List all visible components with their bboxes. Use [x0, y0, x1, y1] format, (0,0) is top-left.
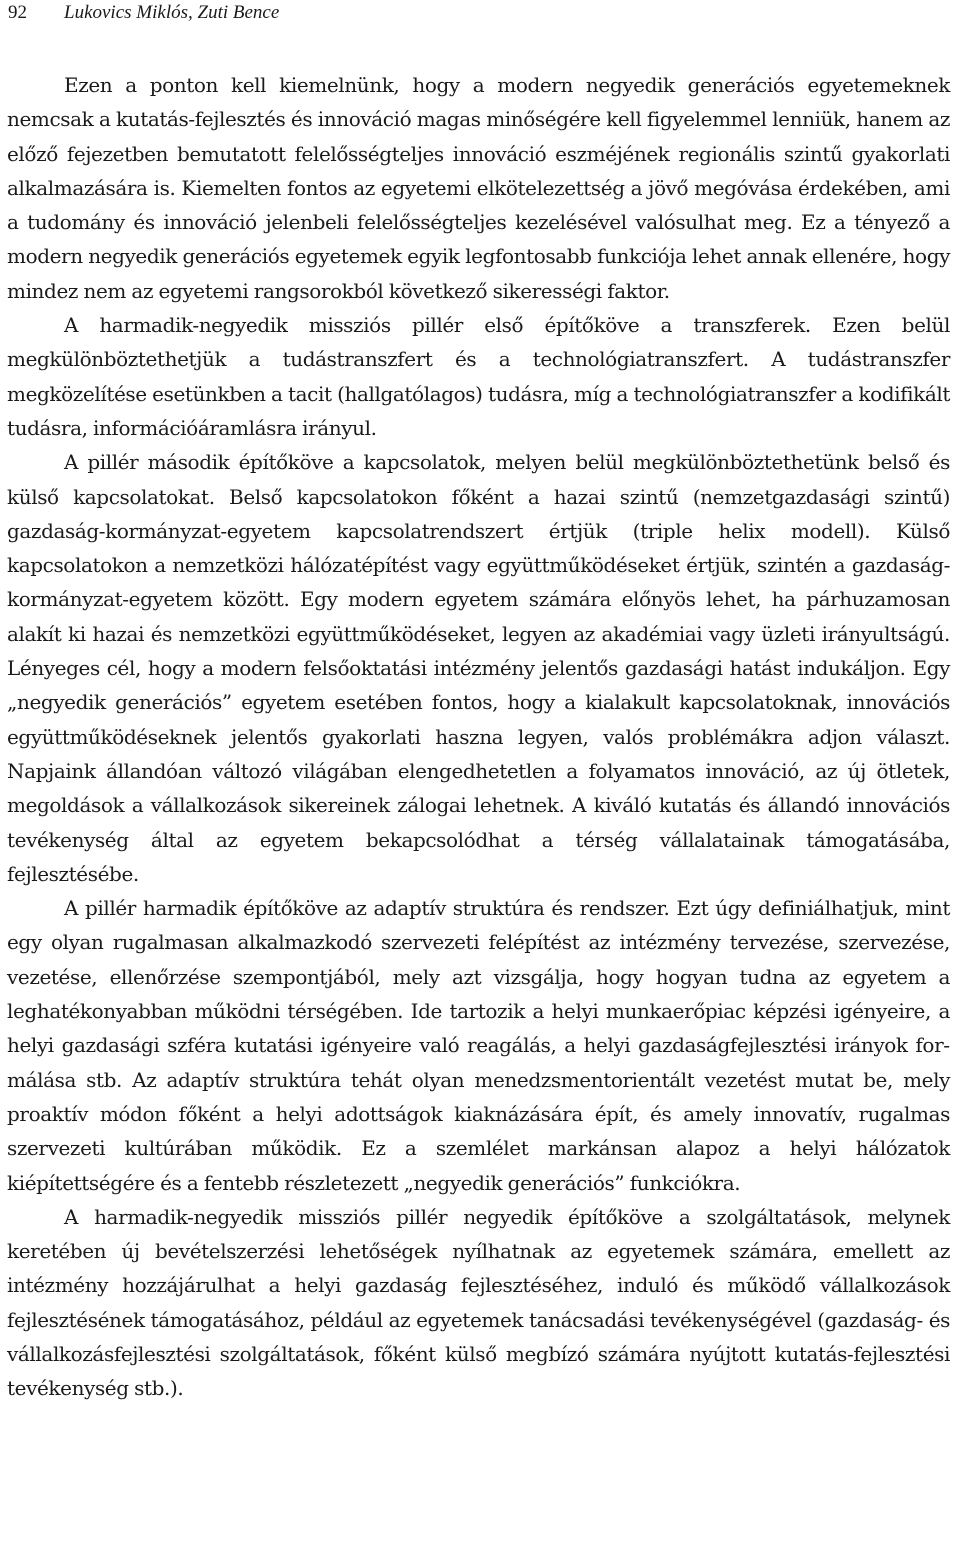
running-head: Lukovics Miklós, Zuti Bence: [64, 2, 280, 23]
paragraph: A pillér harmadik építőköve az adaptív struktúra és rendszer. Ezt úgy definiálhatjuk, mint egy olyan rugalmasan alkalmazkodó szervezeti felépítést az intézmény tervezése, szervezése, vezetése, ellenőrzése szempontjából, mely azt vizsgálja, hogy hogyan tudna az egyetem a leghatékonyabban működni térségében. Ide tartozik a helyi munkaerőpiac képzési igényeire, a helyi gazdasági szféra kutatási igényeire való reagálás, a helyi gazdaságfejlesztési irányok formálása stb. Az adaptív struktúra tehát olyan menedzsmentorientált vezetést mutat be, mely proaktív módon főként a helyi adottságok kiaknázására épít, és amely innovatív, rugalmas szervezeti kultúrában működik. Ez a szemlélet markánsan alapoz a helyi hálózatok kiépítettségére és a fentebb részletezett „negyedik generációs” funkciókra.: [7, 896, 950, 1195]
page-number: 92: [8, 2, 27, 23]
paragraph: A harmadik-negyedik missziós pillér negyedik építőköve a szolgáltatások, melynek keretében új bevételszerzési lehetőségek nyílhatnak az egyetemek számára, emellett az intézmény hozzájárulhat a helyi gazdaság fejlesztéséhez, induló és működő vállalkozások fejlesztésének támogatásához, például az egyetemek tanácsadási tevékenységével (gazdaság- és vállalkozásfejlesztési szolgáltatások, főként külső megbízó számára nyújtott kutatás-fejlesztési tevékenység stb.).: [7, 1204, 950, 1401]
paragraph: Ezen a ponton kell kiemelnünk, hogy a modern negyedik generációs egyetemeknek nemcsak a kutatás-fejlesztés és innováció magas minőségére kell figyelemmel lenniük, hanem az előző fejezetben bemutatott felelősségteljes innováció eszméjének regionális szintű gyakorlati alkalmazására is. Kiemelten fontos az egyetemi elkötelezettség a jövő megóvása érdekében, ami a tudomány és innováció jelenbeli felelősségteljes kezelésével valósulhat meg. Ez a tényező a modern negyedik generációs egyetemek egyik legfontosabb funkciója lehet annak ellenére, hogy mindez nem az egyetemi rangsorokból következő sikerességi faktor.: [7, 73, 950, 303]
body-text: [7, 68, 950, 1406]
paragraph: A pillér második építőköve a kapcsolatok, melyen belül megkülönböztethetünk belső és külső kapcsolatokat. Belső kapcsolatokon főként a hazai szintű (nemzetgazdasági szintű) gazdaság-kormányzat-egyetem kapcsolatrendszert értjük (triple helix modell). Külső kapcsolatokon a nemzetközi hálózatépítést vagy együttműködéseket értjük, szintén a gazdaság-kormányzat-egyetem között. Egy modern egyetem számára előnyös lehet, ha párhuzamosan alakít ki hazai és nemzetközi együttműködéseket, legyen az akadémiai vagy üzleti irányultságú. Lényeges cél, hogy a modern felsőoktatási intézmény jelentős gazdasági hatást indukáljon. Egy „negyedik generációs” egyetem esetében fontos, hogy a kialakult kapcsolatoknak, innovációs együttműködéseknek jelentős gyakorlati haszna legyen, valós problémákra adjon választ. Napjaink állandóan változó világában elengedhetetlen a folyamatos innováció, az új ötletek, megoldások a vállalkozások sikereinek zálogai lehetnek. A kiváló kutatás és állandó innovációs tevékenység által az egyetem bekapcsolódhat a térség vállalatainak támogatásába, fejlesztésébe.: [7, 450, 950, 886]
page-header: [0, 0, 960, 30]
paragraph: A harmadik-negyedik missziós pillér első építőköve a transzferek. Ezen belül megkülönböztethetjük a tudástranszfert és a technológiatranszfert. A tudástranszfer megközelítése esetünkben a tacit (hallgatólagos) tudásra, míg a technológiatranszfer a kodifikált tudásra, információáramlásra irányul.: [7, 313, 950, 440]
